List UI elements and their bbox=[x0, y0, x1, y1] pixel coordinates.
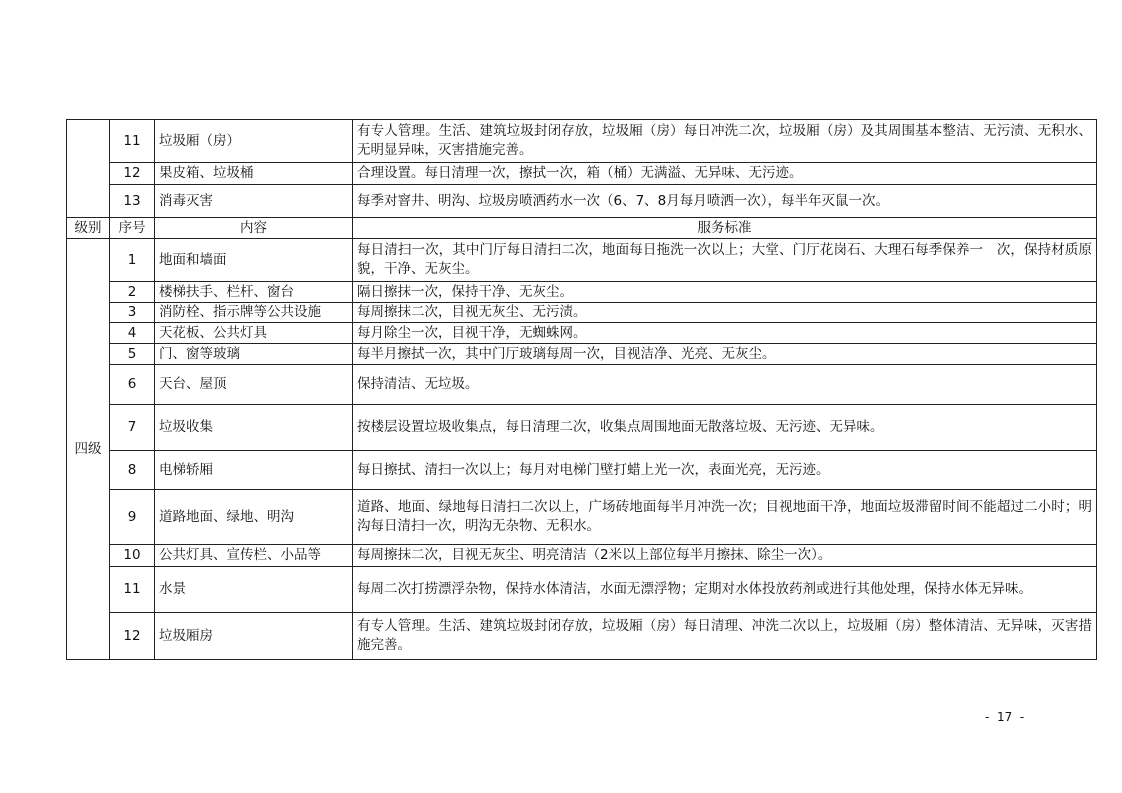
row-item: 地面和墙面 bbox=[155, 239, 353, 282]
row-number: 5 bbox=[110, 344, 155, 365]
row-number: 12 bbox=[110, 613, 155, 660]
row-standard: 有专人管理。生活、建筑垃圾封闭存放，垃圾厢（房）每日清理、冲洗二次以上，垃圾厢（房）整体清洁、无异味，灭害措施完善。 bbox=[353, 613, 1097, 660]
table-row bbox=[67, 344, 1097, 365]
level-cell bbox=[67, 120, 110, 218]
header-standard: 服务标准 bbox=[353, 218, 1097, 239]
row-item: 果皮箱、垃圾桶 bbox=[155, 163, 353, 185]
row-standard: 每周擦抹二次，目视无灰尘、无污渍。 bbox=[353, 303, 1097, 323]
header-content: 内容 bbox=[155, 218, 353, 239]
row-standard: 有专人管理。生活、建筑垃圾封闭存放，垃圾厢（房）每日冲洗二次，垃圾厢（房）及其周围基本整洁、无污渍、无积水、无明显异味，灭害措施完善。 bbox=[353, 120, 1097, 163]
row-standard: 合理设置。每日清理一次，擦拭一次，箱（桶）无满溢、无异味、无污迹。 bbox=[353, 163, 1097, 185]
row-standard: 每周擦抹二次，目视无灰尘、明亮清洁（2米以上部位每半月擦抹、除尘一次）。 bbox=[353, 545, 1097, 567]
row-standard: 保持清洁、无垃圾。 bbox=[353, 365, 1097, 405]
row-standard: 每半月擦拭一次，其中门厅玻璃每周一次，目视洁净、光亮、无灰尘。 bbox=[353, 344, 1097, 365]
table-row bbox=[67, 303, 1097, 323]
row-item: 消毒灭害 bbox=[155, 185, 353, 218]
row-standard: 每日擦拭、清扫一次以上；每月对电梯门壁打蜡上光一次，表面光亮，无污迹。 bbox=[353, 451, 1097, 490]
table-header-row bbox=[67, 218, 1097, 239]
row-number: 7 bbox=[110, 405, 155, 451]
row-standard: 每周二次打捞漂浮杂物，保持水体清洁，水面无漂浮物；定期对水体投放药剂或进行其他处理，保持水体无异味。 bbox=[353, 567, 1097, 613]
level-four-cell: 四级 bbox=[67, 239, 110, 660]
table-row bbox=[67, 545, 1097, 567]
row-standard: 每月除尘一次，目视干净，无蜘蛛网。 bbox=[353, 323, 1097, 344]
row-item: 楼梯扶手、栏杆、窗台 bbox=[155, 282, 353, 303]
row-item: 水景 bbox=[155, 567, 353, 613]
row-number: 10 bbox=[110, 545, 155, 567]
row-item: 门、窗等玻璃 bbox=[155, 344, 353, 365]
row-number: 2 bbox=[110, 282, 155, 303]
table-row bbox=[67, 120, 1097, 163]
row-item: 道路地面、绿地、明沟 bbox=[155, 490, 353, 545]
row-item: 公共灯具、宣传栏、小品等 bbox=[155, 545, 353, 567]
row-standard: 隔日擦抹一次，保持干净、无灰尘。 bbox=[353, 282, 1097, 303]
table-row bbox=[67, 365, 1097, 405]
row-standard: 道路、地面、绿地每日清扫二次以上，广场砖地面每半月冲洗一次；目视地面干净，地面垃圾滞留时间不能超过二小时；明沟每日清扫一次，明沟无杂物、无积水。 bbox=[353, 490, 1097, 545]
row-number: 8 bbox=[110, 451, 155, 490]
header-level: 级别 bbox=[67, 218, 110, 239]
row-number: 13 bbox=[110, 185, 155, 218]
row-standard: 按楼层设置垃圾收集点，每日清理二次，收集点周围地面无散落垃圾、无污迹、无异味。 bbox=[353, 405, 1097, 451]
row-number: 6 bbox=[110, 365, 155, 405]
table-row bbox=[67, 323, 1097, 344]
page-number: - 17 - bbox=[985, 710, 1025, 724]
table-row bbox=[67, 163, 1097, 185]
table-row bbox=[67, 490, 1097, 545]
row-number: 9 bbox=[110, 490, 155, 545]
table-row bbox=[67, 613, 1097, 660]
row-item: 消防栓、指示牌等公共设施 bbox=[155, 303, 353, 323]
table-row bbox=[67, 451, 1097, 490]
table-row bbox=[67, 282, 1097, 303]
row-number: 1 bbox=[110, 239, 155, 282]
row-number: 4 bbox=[110, 323, 155, 344]
table-row bbox=[67, 185, 1097, 218]
row-item: 垃圾收集 bbox=[155, 405, 353, 451]
table-row bbox=[67, 239, 1097, 282]
row-item: 垃圾厢（房） bbox=[155, 120, 353, 163]
table-row bbox=[67, 567, 1097, 613]
row-item: 垃圾厢房 bbox=[155, 613, 353, 660]
header-number: 序号 bbox=[110, 218, 155, 239]
row-item: 天台、屋顶 bbox=[155, 365, 353, 405]
table-row bbox=[67, 405, 1097, 451]
row-number: 11 bbox=[110, 567, 155, 613]
row-number: 3 bbox=[110, 303, 155, 323]
row-standard: 每季对窨井、明沟、垃圾房喷洒药水一次（6、7、8月每月喷洒一次），每半年灭鼠一次。 bbox=[353, 185, 1097, 218]
row-item: 电梯轿厢 bbox=[155, 451, 353, 490]
row-number: 12 bbox=[110, 163, 155, 185]
row-item: 天花板、公共灯具 bbox=[155, 323, 353, 344]
service-standard-table bbox=[66, 119, 1097, 660]
row-standard: 每日清扫一次，其中门厅每日清扫二次，地面每日拖洗一次以上；大堂、门厅花岗石、大理石每季保养一 次，保持材质原貌，干净、无灰尘。 bbox=[353, 239, 1097, 282]
row-number: 11 bbox=[110, 120, 155, 163]
